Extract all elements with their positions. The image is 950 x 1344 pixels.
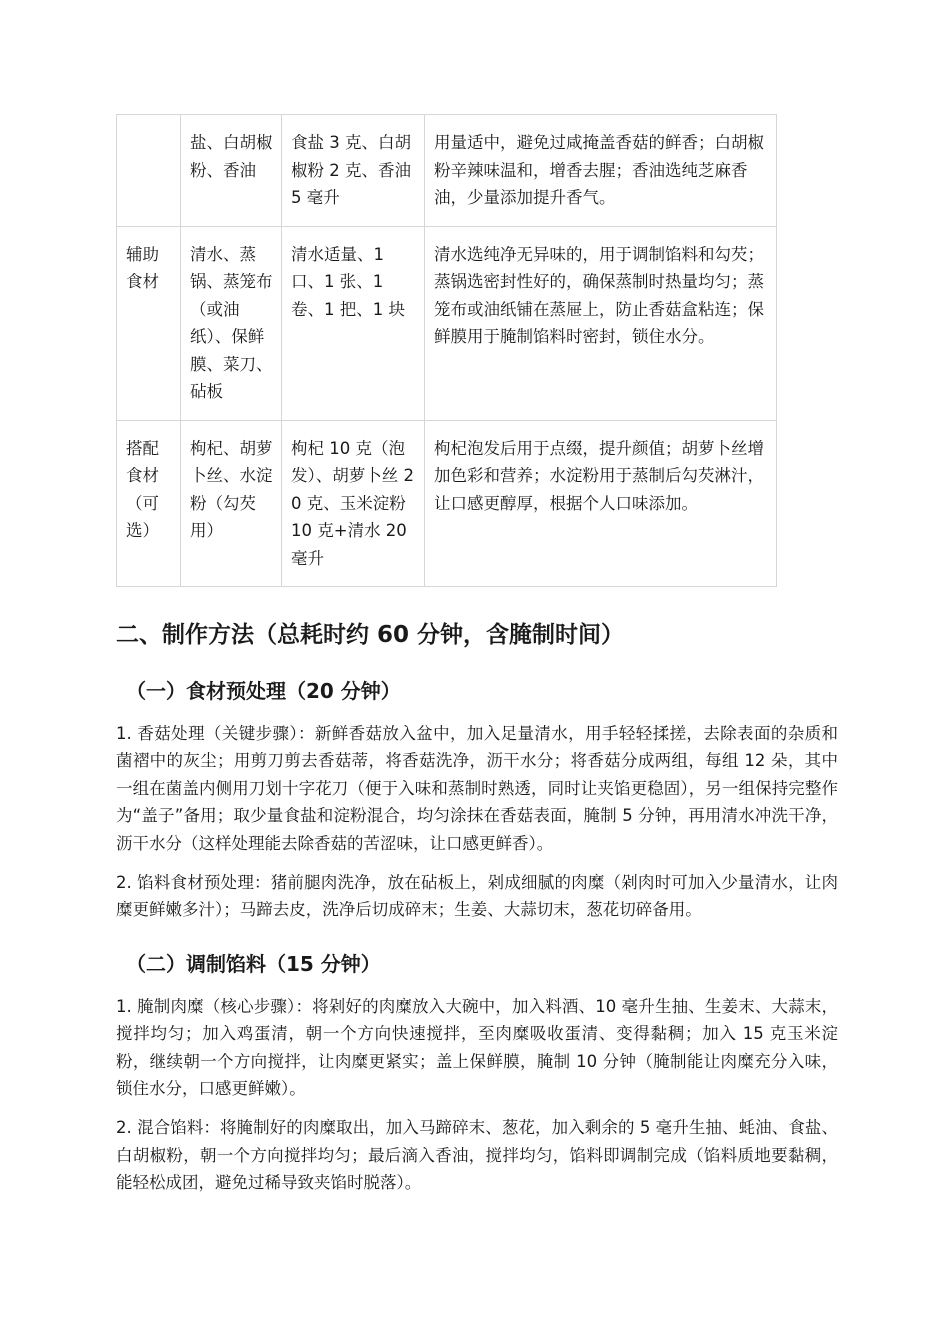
- table-cell-ingredients: 枸杞、胡萝卜丝、水淀粉（勾芡用）: [181, 420, 282, 587]
- step-paragraph: 2. 混合馅料：将腌制好的肉糜取出，加入马蹄碎末、葱花，加入剩余的 5 毫升生抽、蚝油、食盐、白胡椒粉，朝一个方向搅拌均匀；最后滴入香油，搅拌均匀，馅料即调制完成（馅料质地要黏稠，能轻松成团，避免过稀导致夹馅时脱落）。: [116, 1118, 838, 1193]
- table-cell-note: 用量适中，避免过咸掩盖香菇的鲜香；白胡椒粉辛辣味温和，增香去腥；香油选纯芝麻香油，少量添加提升香气。: [425, 115, 777, 227]
- table-cell-amount: 食盐 3 克、白胡椒粉 2 克、香油 5 毫升: [282, 115, 425, 227]
- subsection-heading: （二）调制馅料（15 分钟）: [126, 951, 381, 976]
- subsection-heading: （一）食材预处理（20 分钟）: [126, 679, 401, 703]
- ingredients-table: [116, 114, 777, 587]
- table-cell-category: 辅助食材: [117, 226, 181, 420]
- table-cell-category: 搭配食材（可选）: [117, 420, 181, 587]
- table-cell-category: [117, 115, 181, 227]
- step-paragraph: 1. 香菇处理（关键步骤）：新鲜香菇放入盆中，加入足量清水，用手轻轻揉搓，去除表面的杂质和菌褶中的灰尘；用剪刀剪去香菇蒂，将香菇洗净，沥干水分；将香菇分成两组，每组 12 朵，其中一组在菌盖内侧用刀划十字花刀（便于入味和蒸制时熟透，同时让夹馅更稳固），另一组保持完整作为“盖子”备用；取少量食盐和淀粉混合，均匀涂抹在香菇表面，腌制 5 分钟，再用清水冲洗干净，沥干水分（这样处理能去除香菇的苦涩味，让口感更鲜香）。: [116, 724, 838, 853]
- table-cell-amount: 清水适量、1 口、1 张、1 卷、1 把、1 块: [282, 226, 425, 420]
- step-paragraph: 1. 腌制肉糜（核心步骤）：将剁好的肉糜放入大碗中，加入料酒、10 毫升生抽、生姜末、大蒜末，搅拌均匀；加入鸡蛋清，朝一个方向快速搅拌，至肉糜吸收蛋清、变得黏稠；加入 15 克玉米淀粉，继续朝一个方向搅拌，让肉糜更紧实；盖上保鲜膜，腌制 10 分钟（腌制能让肉糜充分入味，锁住水分，口感更鲜嫩）。: [116, 996, 838, 1099]
- section-heading: 二、制作方法（总耗时约 60 分钟，含腌制时间）: [116, 622, 625, 648]
- table-cell-note: 枸杞泡发后用于点缀，提升颜值；胡萝卜丝增加色彩和营养；水淀粉用于蒸制后勾芡淋汁，让口感更醇厚，根据个人口味添加。: [425, 420, 777, 587]
- table-row: [117, 420, 777, 587]
- table-cell-ingredients: 盐、白胡椒粉、香油: [181, 115, 282, 227]
- table-row: [117, 226, 777, 420]
- document-page: [116, 114, 838, 1197]
- step-paragraph: 2. 馅料食材预处理：猪前腿肉洗净，放在砧板上，剁成细腻的肉糜（剁肉时可加入少量清水，让肉糜更鲜嫩多汁）；马蹄去皮，洗净后切成碎末；生姜、大蒜切末，葱花切碎备用。: [116, 873, 838, 920]
- table-cell-amount: 枸杞 10 克（泡发）、胡萝卜丝 20 克、玉米淀粉 10 克+清水 20 毫升: [282, 420, 425, 587]
- table-cell-ingredients: 清水、蒸锅、蒸笼布（或油纸）、保鲜膜、菜刀、砧板: [181, 226, 282, 420]
- table-cell-note: 清水选纯净无异味的，用于调制馅料和勾芡；蒸锅选密封性好的，确保蒸制时热量均匀；蒸笼布或油纸铺在蒸屉上，防止香菇盒粘连；保鲜膜用于腌制馅料时密封，锁住水分。: [425, 226, 777, 420]
- table-row: [117, 115, 777, 227]
